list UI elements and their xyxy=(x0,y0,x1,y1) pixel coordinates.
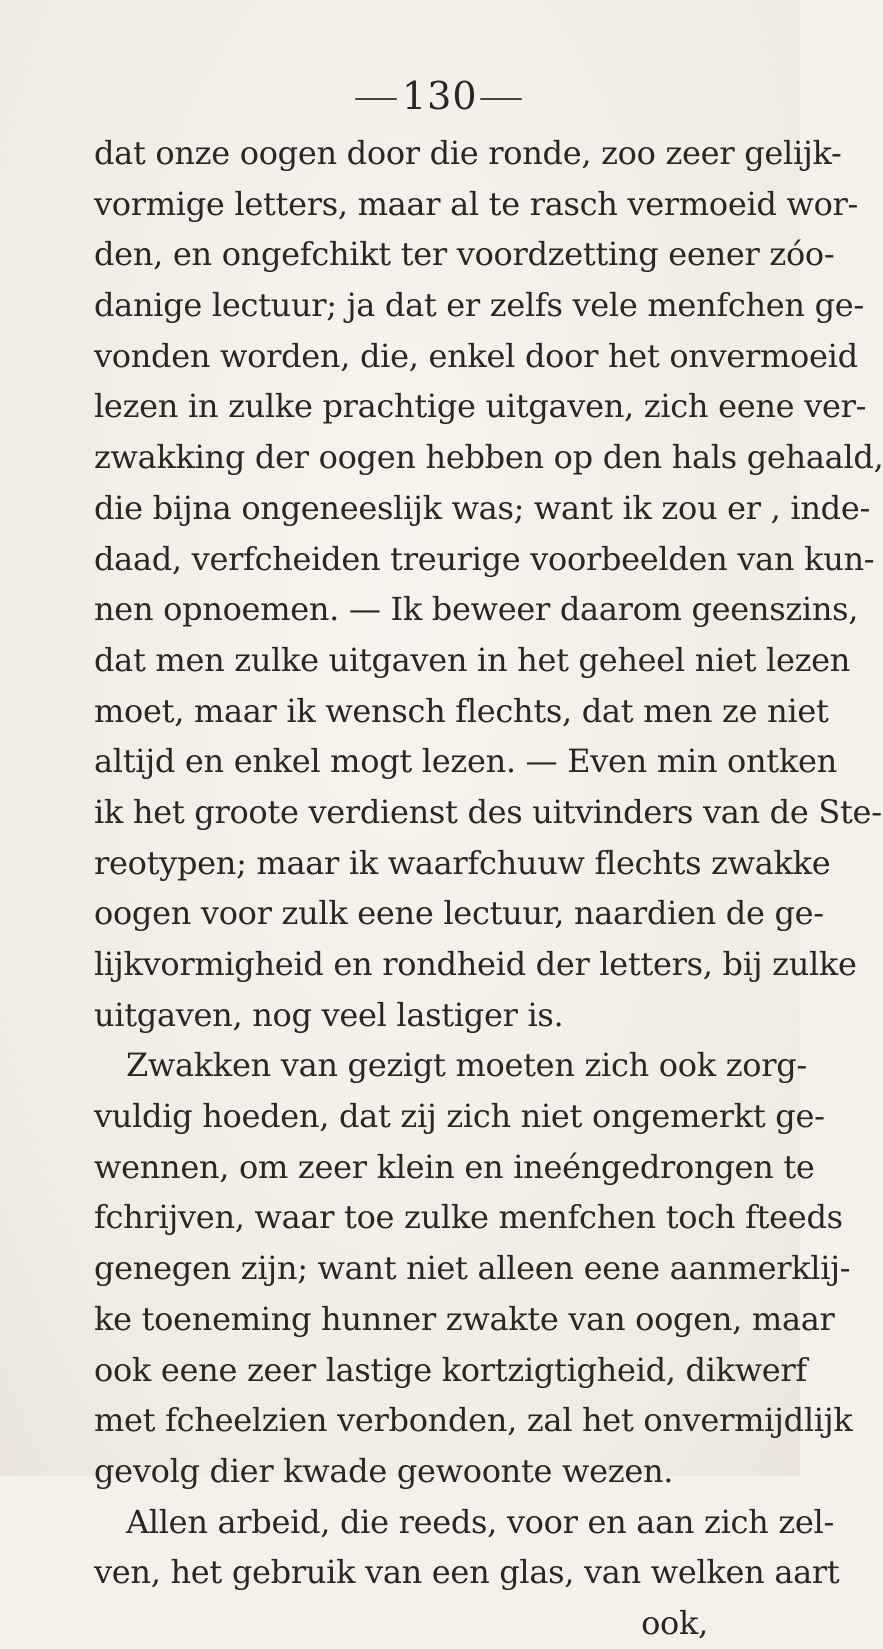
page-number: 130 xyxy=(402,74,478,118)
text-line: met fcheelzien verbonden, zal het onvermijdlijk xyxy=(94,1401,853,1440)
text-line: vormige letters, maar al te rasch vermoeid wor- xyxy=(94,184,859,223)
text-line: daad, verfcheiden treurige voorbeelden van kun- xyxy=(94,539,875,578)
text-line: oogen voor zulk eene lectuur, naardien de ge- xyxy=(94,894,824,933)
text-line: gevolg dier kwade gewoonte wezen. xyxy=(94,1451,674,1490)
catchword: ook, xyxy=(641,1603,708,1642)
text-line: wennen, om zeer klein en ineéngedrongen te xyxy=(94,1147,815,1186)
text-line: Allen arbeid, die reeds, voor en aan zich zel- xyxy=(126,1502,834,1541)
text-line: ik het groote verdienst des uitvinders van de Ste- xyxy=(94,792,882,831)
body-text xyxy=(94,128,883,1649)
text-line: uitgaven, nog veel lastiger is. xyxy=(94,995,564,1034)
text-line: nen opnoemen. — Ik beweer daarom geenszins, xyxy=(94,590,859,629)
text-line: fchrijven, waar toe zulke menfchen toch fteeds xyxy=(94,1198,843,1237)
text-line: lijkvormigheid en rondheid der letters, bij zulke xyxy=(94,945,857,983)
header-ornament-left xyxy=(355,98,397,100)
text-line: ke toeneming hunner zwakte van oogen, maar xyxy=(94,1299,835,1338)
text-line: Zwakken van gezigt moeten zich ook zorg- xyxy=(126,1046,807,1085)
text-line: altijd en enkel mogt lezen. — Even min ontken xyxy=(94,742,837,781)
text-line: vuldig hoeden, dat zij zich niet ongemerkt ge- xyxy=(94,1097,825,1136)
text-line: genegen zijn; want niet alleen eene aanmerklij- xyxy=(94,1249,851,1288)
text-line: dat onze oogen door die ronde, zoo zeer gelijk- xyxy=(94,134,842,172)
text-line: zwakking der oogen hebben op den hals gehaald, xyxy=(94,438,883,477)
text-line: lezen in zulke prachtige uitgaven, zich eene ver- xyxy=(94,387,867,426)
page-header xyxy=(0,72,800,122)
text-line: die bijna ongeneeslijk was; want ik zou er , inde- xyxy=(94,488,870,527)
text-line: ven, het gebruik van een glas, van welken aart xyxy=(94,1553,840,1592)
text-line: moet, maar ik wensch flechts, dat men ze niet xyxy=(94,691,829,730)
text-line: ook eene zeer lastige kortzigtigheid, dikwerf xyxy=(94,1350,807,1389)
header-ornament-right xyxy=(480,98,522,100)
text-line: den, en ongefchikt ter voordzetting eener zóo- xyxy=(94,235,835,274)
text-line: dat men zulke uitgaven in het geheel niet lezen xyxy=(94,640,851,679)
text-line: vonden worden, die, enkel door het onvermoeid xyxy=(94,336,858,375)
text-line: reotypen; maar ik waarfchuuw flechts zwakke xyxy=(94,843,831,882)
text-line: danige lectuur; ja dat er zelfs vele menfchen ge- xyxy=(94,286,864,325)
